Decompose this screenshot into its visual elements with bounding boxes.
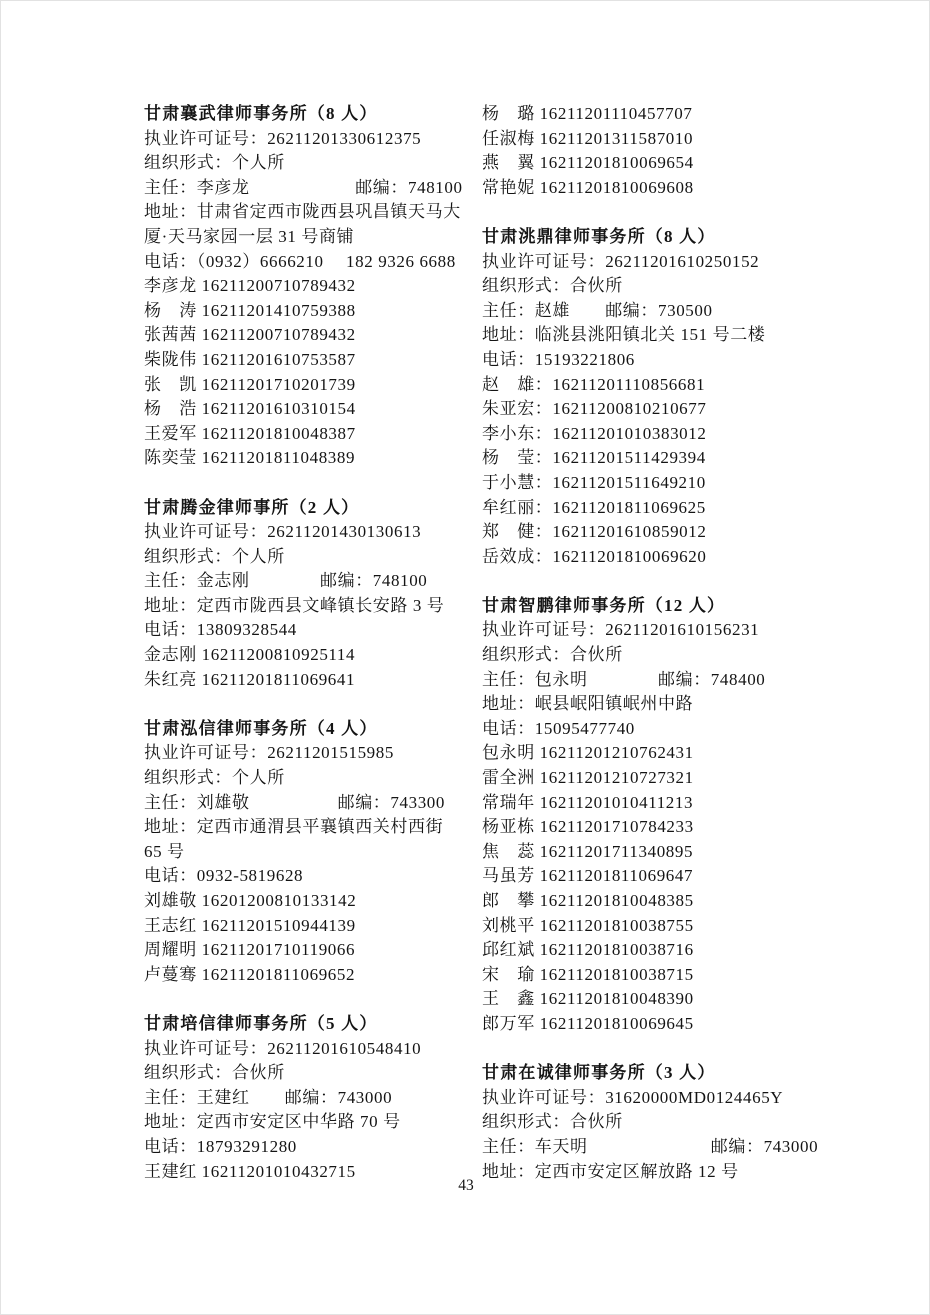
text-line: 赵 雄：16211201110856681 bbox=[482, 374, 706, 394]
firm-title: 甘肃智鹏律师事务所（12 人） bbox=[482, 595, 726, 615]
text-line: 地址：定西市安定区解放路 12 号 bbox=[482, 1161, 739, 1181]
text-line: 地址：定西市安定区中华路 70 号 bbox=[144, 1112, 401, 1132]
column-right bbox=[482, 102, 820, 1184]
firm-section bbox=[144, 496, 466, 693]
text-line: 电话：15193221806 bbox=[482, 349, 635, 369]
text-line: 电话：18793291280 bbox=[144, 1136, 297, 1156]
firm-section bbox=[482, 594, 820, 1037]
text-line: 刘雄敬 16201200810133142 bbox=[144, 891, 357, 910]
text-line: 李彦龙 16211200710789432 bbox=[144, 276, 356, 296]
text-line: 王 鑫 16211201810048390 bbox=[482, 989, 694, 1009]
text-line: 地址：岷县岷阳镇岷州中路 bbox=[482, 694, 694, 714]
text-line: 邱红斌 16211201810038716 bbox=[482, 940, 694, 960]
text-line: 组织形式：合伙所 bbox=[482, 276, 623, 296]
text-line: 主任：王建红 邮编：743000 bbox=[144, 1087, 393, 1107]
text-line: 组织形式：合伙所 bbox=[482, 1112, 623, 1132]
firm-title: 甘肃泓信律师事务所（4 人） bbox=[144, 718, 378, 738]
text-line: 主任：车天明 邮编：743000 bbox=[482, 1136, 819, 1156]
text-line: 执业许可证号：26211201610548410 bbox=[144, 1038, 422, 1058]
text-line: 地址：临洮县洮阳镇北关 151 号二楼 bbox=[482, 325, 766, 345]
text-line: 地址：甘肃省定西市陇西县巩昌镇天马大厦·天马家园一层 31 号商铺 bbox=[144, 202, 461, 246]
text-line: 王志红 16211201510944139 bbox=[144, 915, 356, 935]
text-line: 于小慧：16211201511649210 bbox=[482, 472, 706, 492]
text-line: 常艳妮 16211201810069608 bbox=[482, 177, 694, 197]
text-line: 郑 健：16211201610859012 bbox=[482, 522, 707, 542]
firm-section bbox=[144, 1012, 466, 1184]
text-line: 地址：定西市陇西县文峰镇长安路 3 号 bbox=[144, 595, 445, 615]
text-line: 马虽芳 16211201811069647 bbox=[482, 866, 694, 886]
text-line: 执业许可证号：26211201430130613 bbox=[144, 522, 422, 542]
text-line: 张茜茜 16211200710789432 bbox=[144, 325, 356, 345]
page-number: 43 bbox=[458, 1177, 474, 1194]
text-line: 周耀明 16211201710119066 bbox=[144, 940, 356, 960]
text-line: 王建红 16211201010432715 bbox=[144, 1161, 356, 1181]
text-line: 柴陇伟 16211201610753587 bbox=[144, 349, 356, 369]
firm-section bbox=[482, 1061, 820, 1184]
text-line: 岳效成：16211201810069620 bbox=[482, 546, 707, 566]
text-line: 任淑梅 16211201311587010 bbox=[482, 128, 694, 148]
firm-section bbox=[482, 225, 820, 569]
text-line: 地址：定西市通渭县平襄镇西关村西街 65 号 bbox=[144, 817, 444, 861]
text-line: 主任：赵雄 邮编：730500 bbox=[482, 300, 713, 320]
text-line: 执业许可证号：31620000MD0124465Y bbox=[482, 1087, 784, 1107]
text-line: 执业许可证号：26211201330612375 bbox=[144, 128, 422, 148]
text-line: 王爱军 16211201810048387 bbox=[144, 423, 356, 443]
column-left bbox=[144, 102, 466, 1184]
text-line: 主任：刘雄敬 邮编：743300 bbox=[144, 792, 445, 812]
text-line: 李小东：16211201010383012 bbox=[482, 423, 707, 443]
text-line: 电话：0932-5819628 bbox=[144, 866, 304, 886]
firm-title: 甘肃洮鼎律师事务所（8 人） bbox=[482, 226, 716, 246]
text-line: 执业许可证号：26211201610250152 bbox=[482, 251, 760, 271]
text-line: 燕 翼 16211201810069654 bbox=[482, 153, 694, 173]
text-line: 雷全洲 16211201210727321 bbox=[482, 768, 694, 788]
text-line: 朱红亮 16211201811069641 bbox=[144, 669, 356, 689]
text-line: 牟红丽：16211201811069625 bbox=[482, 497, 706, 517]
text-line: 电话：13809328544 bbox=[144, 620, 297, 640]
text-line: 杨 浩 16211201610310154 bbox=[144, 399, 356, 419]
firm-section bbox=[144, 102, 466, 471]
text-line: 陈奕莹 16211201811048389 bbox=[144, 448, 356, 468]
text-line: 电话：（0932）6666210 182 9326 6688 bbox=[144, 251, 456, 271]
text-line: 朱亚宏：16211200810210677 bbox=[482, 399, 707, 419]
firm-title: 甘肃在诚律师事务所（3 人） bbox=[482, 1063, 716, 1083]
text-line: 杨 璐 16211201110457707 bbox=[482, 104, 693, 123]
text-line: 组织形式：合伙所 bbox=[144, 1063, 285, 1083]
text-line: 刘桃平 16211201810038755 bbox=[482, 915, 694, 935]
text-line: 焦 蕊 16211201711340895 bbox=[482, 841, 694, 861]
text-line: 宋 瑜 16211201810038715 bbox=[482, 964, 694, 984]
firm-title: 甘肃培信律师事务所（5 人） bbox=[144, 1013, 378, 1033]
text-line: 执业许可证号：26211201610156231 bbox=[482, 620, 760, 640]
text-line: 主任：金志刚 邮编：748100 bbox=[144, 571, 428, 591]
text-line: 组织形式：合伙所 bbox=[482, 645, 623, 665]
text-line: 杨 莹：16211201511429394 bbox=[482, 448, 706, 468]
text-line: 张 凯 16211201710201739 bbox=[144, 374, 356, 394]
text-line: 杨 涛 16211201410759388 bbox=[144, 300, 356, 320]
text-line: 执业许可证号：26211201515985 bbox=[144, 743, 394, 763]
text-line: 常瑞年 16211201010411213 bbox=[482, 792, 694, 812]
document-content bbox=[144, 102, 820, 1184]
text-line: 主任：李彦龙 邮编：748100 bbox=[144, 177, 463, 197]
firm-title: 甘肃腾金律师事所（2 人） bbox=[144, 497, 360, 517]
text-line: 包永明 16211201210762431 bbox=[482, 743, 694, 763]
text-line: 组织形式：个人所 bbox=[144, 153, 285, 173]
text-line: 郎万军 16211201810069645 bbox=[482, 1013, 694, 1033]
firm-title: 甘肃襄武律师事务所（8 人） bbox=[144, 104, 378, 123]
text-line: 电话：15095477740 bbox=[482, 718, 635, 738]
text-line: 郎 攀 16211201810048385 bbox=[482, 891, 694, 910]
firm-section bbox=[144, 717, 466, 988]
text-line: 主任：包永明 邮编：748400 bbox=[482, 669, 766, 689]
firm-section bbox=[482, 102, 820, 200]
text-line: 组织形式：个人所 bbox=[144, 546, 285, 566]
text-line: 组织形式：个人所 bbox=[144, 768, 285, 788]
text-line: 卢蔓骞 16211201811069652 bbox=[144, 964, 356, 984]
text-line: 金志刚 16211200810925114 bbox=[144, 645, 356, 665]
text-line: 杨亚栋 16211201710784233 bbox=[482, 817, 694, 837]
